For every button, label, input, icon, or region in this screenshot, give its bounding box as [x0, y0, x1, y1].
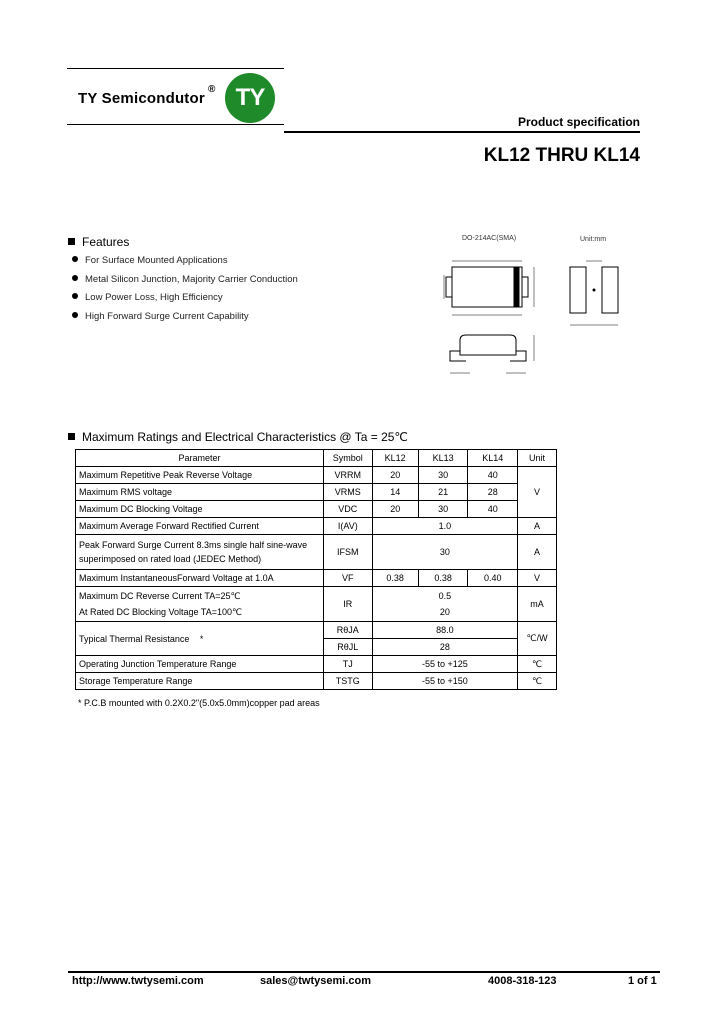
- table-header-cell: Symbol: [323, 450, 372, 467]
- table-header-row: [76, 450, 557, 467]
- value-cell: 1.0: [372, 518, 517, 535]
- parameter-cell: Operating Junction Temperature Range: [76, 656, 324, 673]
- parameter-cell: [76, 622, 324, 656]
- units-label: Unit:mm: [580, 236, 607, 243]
- feature-item: [72, 274, 298, 285]
- value-cell: -55 to +125: [372, 656, 517, 673]
- footer-page-number: 1 of 1: [628, 975, 657, 987]
- feature-item: [72, 255, 228, 266]
- table-header-cell: Unit: [518, 450, 557, 467]
- table-row: [76, 501, 557, 518]
- registered-mark: ®: [208, 84, 216, 95]
- table-header-cell: KL14: [468, 450, 518, 467]
- bullet-icon: [72, 293, 78, 299]
- value-cell: 0.38: [418, 570, 468, 587]
- symbol-cell: IR: [323, 587, 372, 622]
- value-line: 0.5: [438, 591, 452, 601]
- unit-cell: mA: [518, 587, 557, 622]
- table-row: [76, 622, 557, 639]
- header-main-rule: [284, 131, 640, 133]
- footer-rule: [68, 971, 660, 973]
- package-outline-drawing: [430, 245, 640, 405]
- symbol-cell: VF: [323, 570, 372, 587]
- bullet-icon: [72, 256, 78, 262]
- parameter-line: superimposed on rated load (JEDEC Method): [79, 554, 262, 564]
- value-cell: 0.40: [468, 570, 518, 587]
- square-bullet-icon: [68, 433, 75, 440]
- value-line: 20: [439, 607, 450, 617]
- value-cell: 0.38: [372, 570, 418, 587]
- symbol-cell: RθJA: [323, 622, 372, 639]
- bullet-icon: [72, 275, 78, 281]
- footnote-mark: *: [199, 633, 204, 644]
- value-cell: 14: [372, 484, 418, 501]
- parameter-cell: Maximum RMS voltage: [76, 484, 324, 501]
- symbol-cell: IFSM: [323, 535, 372, 570]
- parameter-line: At Rated DC Blocking Voltage TA=100℃: [79, 607, 243, 617]
- parameter-cell: Maximum Average Forward Rectified Current: [76, 518, 324, 535]
- table-header-cell: Parameter: [76, 450, 324, 467]
- feature-item: [72, 292, 223, 303]
- table-footnote: * P.C.B mounted with 0.2X0.2"(5.0x5.0mm)copper pad areas: [78, 698, 320, 708]
- ratings-table: [75, 449, 557, 690]
- value-cell: 30: [418, 467, 468, 484]
- value-cell: 21: [418, 484, 468, 501]
- table-row: [76, 587, 557, 622]
- package-title: DO-214AC(SMA): [462, 235, 517, 242]
- parameter-cell: Storage Temperature Range: [76, 673, 324, 690]
- parameter-cell: [76, 587, 324, 622]
- table-row: [76, 673, 557, 690]
- unit-cell: A: [518, 518, 557, 535]
- bullet-icon: [72, 312, 78, 318]
- value-cell: 40: [468, 467, 518, 484]
- unit-cell: ℃: [518, 673, 557, 690]
- symbol-cell: VRRM: [323, 467, 372, 484]
- features-title: Features: [82, 235, 130, 249]
- value-cell: [372, 587, 517, 622]
- unit-cell: ℃: [518, 656, 557, 673]
- feature-text: High Forward Surge Current Capability: [85, 311, 249, 322]
- part-title: KL12 THRU KL14: [483, 145, 640, 166]
- feature-text: For Surface Mounted Applications: [85, 255, 228, 266]
- unit-cell: ℃/W: [518, 622, 557, 656]
- symbol-cell: VRMS: [323, 484, 372, 501]
- symbol-cell: TSTG: [323, 673, 372, 690]
- table-row: [76, 656, 557, 673]
- parameter-cell: Maximum InstantaneousForward Voltage at 1.0A: [76, 570, 324, 587]
- feature-item: [72, 311, 249, 322]
- footer-email-link[interactable]: sales@twtysemi.com: [260, 975, 371, 987]
- symbol-cell: I(AV): [323, 518, 372, 535]
- value-cell: -55 to +150: [372, 673, 517, 690]
- value-cell: 30: [418, 501, 468, 518]
- value-cell: 20: [372, 467, 418, 484]
- table-row: [76, 484, 557, 501]
- symbol-cell: RθJL: [323, 639, 372, 656]
- header-brand-rule: [67, 124, 284, 125]
- table-row: [76, 570, 557, 587]
- product-spec-label: Product specification: [517, 115, 640, 129]
- company-name: TY Semicondutor: [78, 90, 205, 107]
- parameter-text: Typical Thermal Resistance: [79, 633, 190, 644]
- unit-cell: V: [518, 570, 557, 587]
- unit-cell: V: [518, 467, 557, 518]
- value-cell: 20: [372, 501, 418, 518]
- unit-cell: A: [518, 535, 557, 570]
- footer-website-link[interactable]: http://www.twtysemi.com: [72, 975, 204, 987]
- table-header-cell: KL13: [418, 450, 468, 467]
- parameter-cell: Maximum DC Blocking Voltage: [76, 501, 324, 518]
- table-row: [76, 518, 557, 535]
- table-row: [76, 535, 557, 570]
- parameter-cell: Maximum Repetitive Peak Reverse Voltage: [76, 467, 324, 484]
- ratings-title: Maximum Ratings and Electrical Characteristics @ Ta = 25℃: [82, 430, 408, 444]
- value-cell: 28: [468, 484, 518, 501]
- feature-text: Metal Silicon Junction, Majority Carrier Conduction: [85, 274, 298, 285]
- parameter-cell: [76, 535, 324, 570]
- logo-text: TY: [235, 84, 265, 111]
- parameter-line: Maximum DC Reverse Current TA=25℃: [79, 591, 241, 601]
- value-cell: 30: [372, 535, 517, 570]
- value-cell: 40: [468, 501, 518, 518]
- square-bullet-icon: [68, 238, 75, 245]
- ratings-heading: [68, 430, 408, 444]
- parameter-line: Peak Forward Surge Current 8.3ms single half sine-wave: [79, 540, 308, 550]
- company-logo: [225, 73, 275, 123]
- symbol-cell: TJ: [323, 656, 372, 673]
- table-row: [76, 467, 557, 484]
- value-cell: 88.0: [372, 622, 517, 639]
- features-heading: [68, 235, 129, 249]
- footer-phone: 4008-318-123: [488, 975, 557, 987]
- value-cell: 28: [372, 639, 517, 656]
- header-top-rule: [67, 68, 284, 69]
- table-header-cell: KL12: [372, 450, 418, 467]
- feature-text: Low Power Loss, High Efficiency: [85, 292, 223, 303]
- symbol-cell: VDC: [323, 501, 372, 518]
